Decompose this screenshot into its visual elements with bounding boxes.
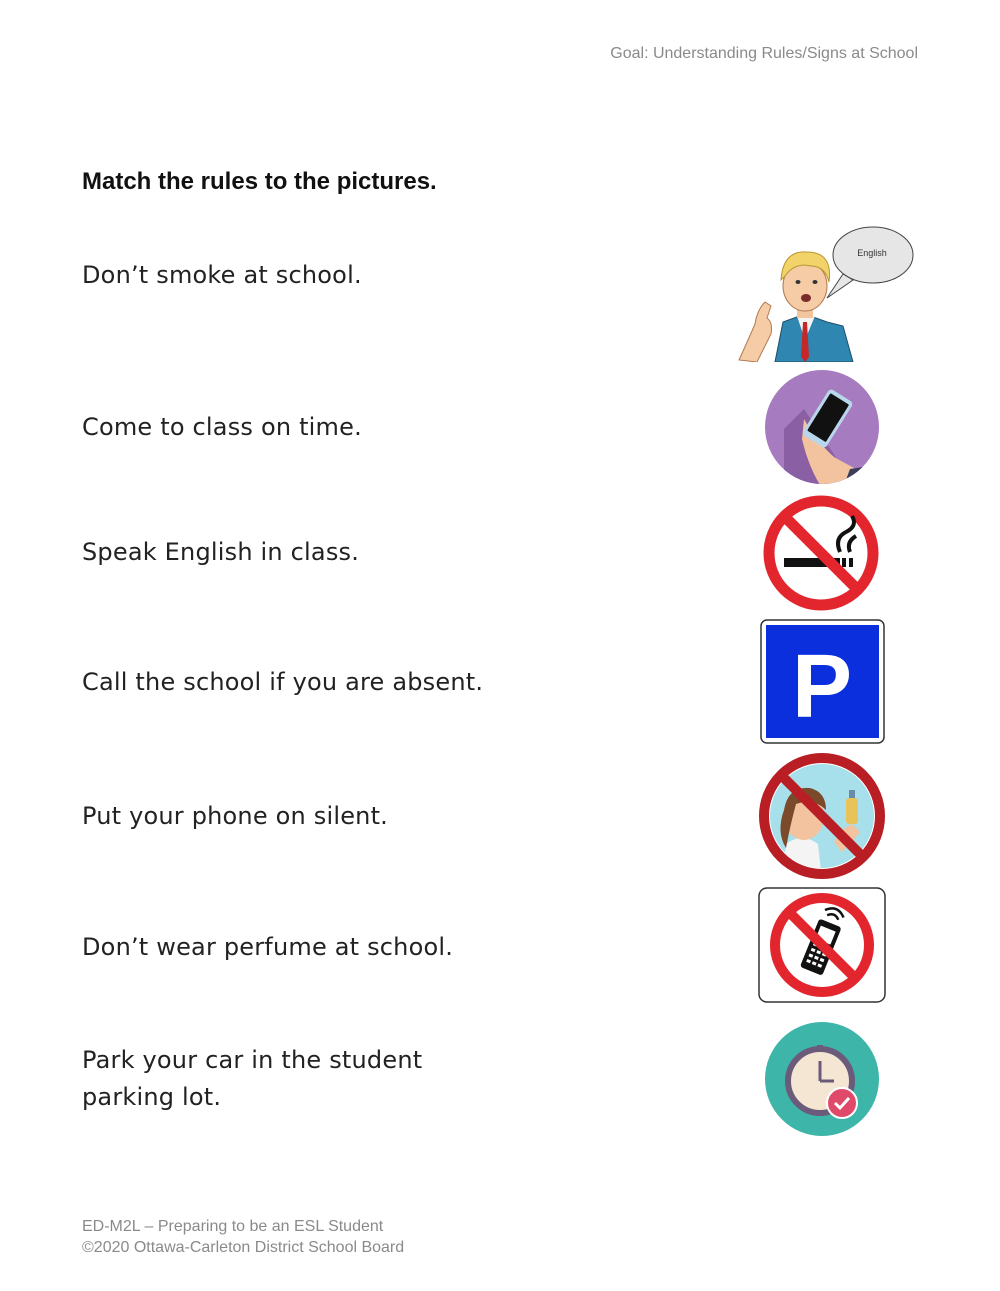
parking-letter: P [791, 637, 853, 737]
rule-2: Come to class on time. [82, 413, 362, 441]
rule-7: Park your car in the student parking lot. [82, 1046, 423, 1111]
no-smoking-picture [762, 494, 880, 612]
parking-sign-icon [760, 619, 885, 744]
no-perfume-icon [756, 752, 888, 880]
no-cellphone-picture [758, 887, 886, 1003]
instructions-heading: Match the rules to the pictures. [82, 168, 437, 195]
no-smoking-icon [762, 494, 880, 612]
no-cellphone-icon [758, 887, 886, 1003]
footer-copyright: ©2020 Ottawa-Carleton District School Board [82, 1239, 405, 1256]
rule-1: Don’t smoke at school. [82, 261, 362, 289]
speech-bubble-text: English [857, 248, 887, 258]
no-perfume-picture [756, 752, 888, 880]
speaking-man-icon [735, 222, 917, 362]
clock-on-time-icon [764, 1021, 880, 1137]
hand-phone-icon [764, 369, 880, 485]
footer-course: ED-M2L – Preparing to be an ESL Student [82, 1218, 384, 1235]
rule-5: Put your phone on silent. [82, 802, 389, 830]
footer [82, 1216, 404, 1258]
hand-phone-picture [764, 369, 880, 485]
parking-sign-picture [760, 619, 885, 744]
goal-text: Goal: Understanding Rules/Signs at School [610, 45, 918, 62]
rule-6: Don’t wear perfume at school. [82, 933, 454, 961]
rule-3: Speak English in class. [82, 538, 360, 566]
rule-4: Call the school if you are absent. [82, 668, 484, 696]
speaking-man-picture [735, 222, 917, 362]
clock-picture [764, 1021, 880, 1137]
